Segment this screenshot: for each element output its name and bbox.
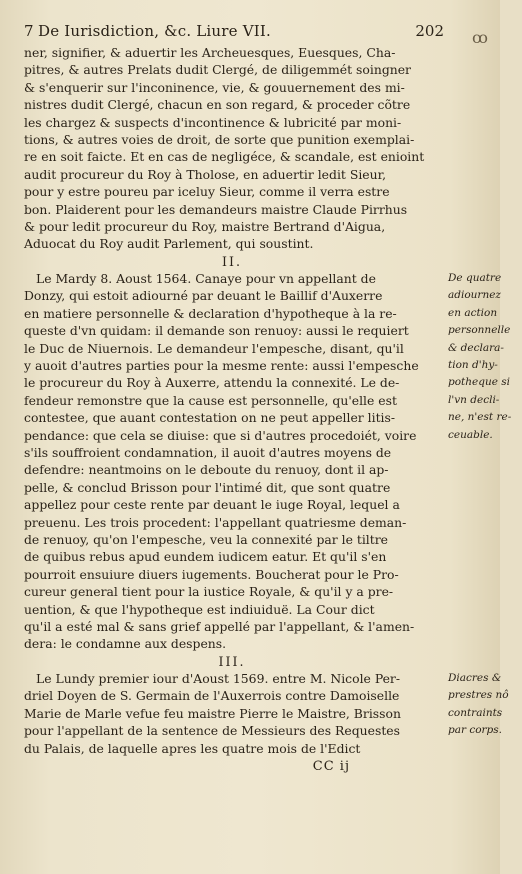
signature-mark: CC ij: [312, 759, 350, 775]
text-line: pourroit ensuiure diuers iugements. Boucherat pour le Pro-: [24, 566, 399, 582]
margin-note-3: [448, 670, 522, 740]
page-number: 7: [24, 22, 34, 40]
margin-line: l'vn decli-: [448, 393, 500, 406]
text-line: pour y estre poureu par iceluy Sieur, comme il verra estre: [24, 184, 390, 200]
text-line: en matiere personnelle & declaration d'hypotheque à la re-: [24, 305, 397, 321]
text-line: driel Doyen de S. Germain de l'Auxerrois contre Damoiselle: [24, 688, 400, 704]
text-line: le procureur du Roy à Auxerre, attendu la connexité. Le de-: [24, 375, 400, 391]
margin-line: ceuable.: [448, 428, 493, 441]
text-line: re en soit faicte. Et en cas de negligéce, & scandale, est enioint: [24, 149, 425, 165]
section-heading-2: II.: [222, 253, 242, 269]
text-line: Donzy, qui estoit adiourné par deuant le Baillif d'Auxerre: [24, 288, 383, 304]
text-line: Le Lundy premier iour d'Aoust 1569. entre M. Nicole Per-: [36, 671, 401, 687]
text-line: y auoit d'autres parties pour la mesme rente: aussi l'empesche: [24, 358, 419, 374]
text-line: & s'enquerir sur l'inconinence, vie, & gouuernement des mi-: [24, 79, 405, 95]
text-line: s'ils souffroient condamnation, il auoit d'autres moyens de: [24, 444, 392, 460]
margin-line: tion d'hy-: [448, 359, 498, 372]
text-line: queste d'vn quidam: il demande son renuoy: aussi le requiert: [24, 323, 409, 339]
text-line: dera: le condamne aux despens.: [24, 636, 227, 652]
text-line: ner, signifier, & aduertir les Archeuesques, Euesques, Cha-: [24, 45, 396, 60]
margin-line: ne, n'est re-: [448, 411, 512, 424]
running-title: De Iurisdiction, &c. Liure VII.: [38, 22, 271, 40]
text-line: pelle, & conclud Brisson pour l'intimé dit, que sont quatre: [24, 479, 391, 495]
text-line: pendance: que cela se diuise: que si d'autres procedoiét, voire: [24, 427, 417, 443]
text-line: Marie de Marle vefue feu maistre Pierre le Maistre, Brisson: [24, 705, 401, 721]
text-line: preuenu. Les trois procedent: l'appellant quatriesme deman-: [24, 514, 407, 530]
margin-line: personnelle: [448, 324, 511, 337]
text-line: appellez pour ceste rente par deuant le iuge Royal, lequel a: [24, 497, 400, 513]
text-line: le Duc de Niuernois. Le demandeur l'empesche, disant, qu'il: [24, 340, 404, 356]
margin-line: Diacres &: [448, 672, 502, 685]
margin-line: prestres nô: [448, 689, 509, 702]
section-2: [24, 270, 512, 653]
text-line: de quibus rebus apud eundem iudicem eatur. Et qu'il s'en: [24, 549, 387, 565]
text-line: Le Mardy 8. Aoust 1564. Canaye pour vn appellant de: [36, 271, 376, 287]
text-line: pitres, & autres Prelats dudit Clergé, de diligemmét soingner: [24, 62, 411, 78]
folio-number: 202: [415, 22, 444, 40]
text-line: defendre: neantmoins on le deboute du renuoy, dont il ap-: [24, 462, 389, 478]
text-line: pour l'appellant de la sentence de Messieurs des Requestes: [24, 723, 400, 739]
section-heading-3: III.: [218, 653, 246, 669]
text-line: audit procureur du Roy à Tholose, en aduertir ledit Sieur,: [24, 166, 387, 182]
margin-line: adiournez: [448, 289, 501, 302]
text-line: cureur general tient pour la iustice Royale, & qu'il y a pre-: [24, 584, 394, 600]
margin-line: en action: [448, 306, 498, 319]
text-line: de renuoy, qu'on l'empesche, veu la connexité par le tiltre: [24, 531, 388, 547]
text-line: fendeur remonstre que la cause est personnelle, qu'elle est: [24, 392, 397, 408]
text-line: tions, & autres voies de droit, de sorte que punition exemplai-: [24, 131, 415, 147]
text-line: contestee, que auant contestation on ne peut appeller litis-: [24, 410, 396, 426]
opening-paragraph: [24, 44, 440, 253]
margin-line: & declara-: [448, 341, 504, 354]
text-line: bon. Plaiderent pour les demandeurs maistre Claude Pirrhus: [24, 201, 408, 217]
page-header: [24, 22, 444, 40]
text-line: uention, & que l'hypotheque est indiuiduë. La Cour dict: [24, 601, 375, 617]
text-line: qu'il a esté mal & sans grief appellé par l'appellant, & l'amen-: [24, 618, 415, 634]
text-body: [24, 44, 512, 777]
margin-note-2: [448, 270, 522, 444]
text-line: nistres dudit Clergé, chacun en son regard, & proceder cõtre: [24, 97, 411, 113]
margin-line: De quatre: [448, 272, 502, 285]
margin-line: par corps.: [448, 724, 503, 737]
section-3: [24, 670, 509, 757]
text-line: du Palais, de laquelle apres les quatre mois de l'Edict: [24, 740, 361, 756]
text-line: & pour ledit procureur du Roy, maistre Bertrand d'Aigua,: [24, 218, 386, 234]
corner-ornament: ꝏ: [472, 28, 488, 47]
margin-line: contraints: [448, 706, 503, 719]
text-line: Aduocat du Roy audit Parlement, qui soustint.: [24, 236, 314, 252]
margin-line: potheque si: [448, 376, 511, 389]
text-line: les chargez & suspects d'incontinence & lubricité par moni-: [24, 114, 402, 130]
